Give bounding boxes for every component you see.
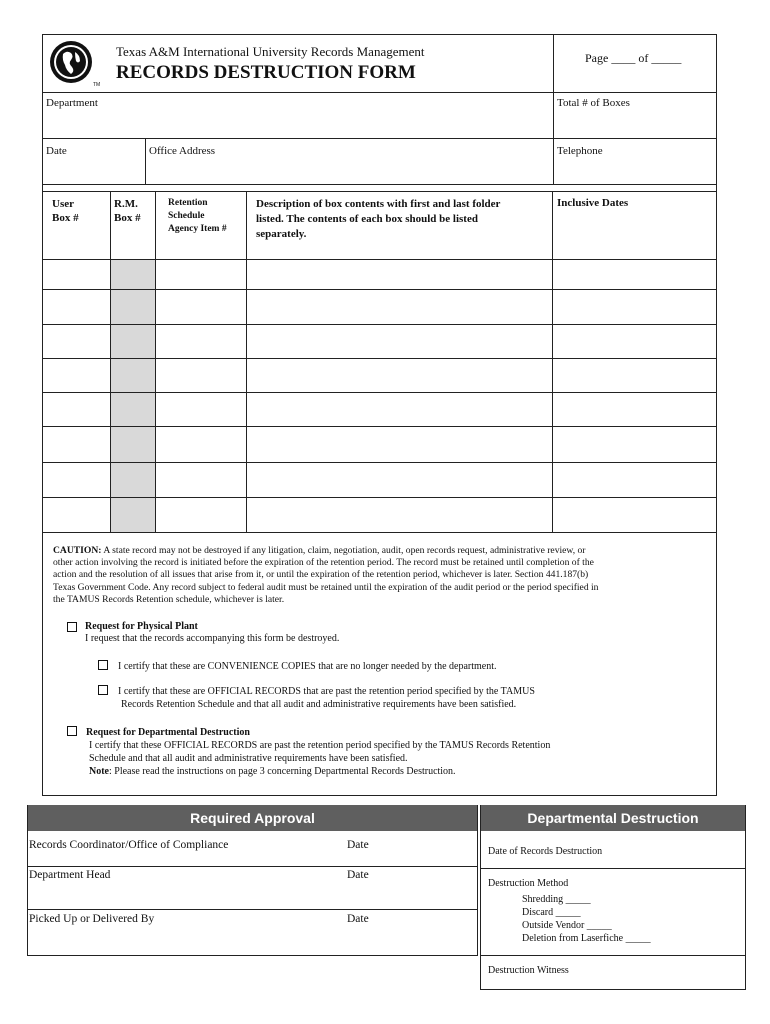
destruction-witness-field[interactable] xyxy=(482,977,744,988)
method-discard[interactable]: Discard _____ xyxy=(522,907,581,918)
header-rm-box: R.M. Box # xyxy=(114,198,141,224)
destruction-method-label: Destruction Method xyxy=(488,878,569,889)
departmental-text-1: I certify that these OFFICIAL RECORDS are past the retention period specified by the TAMUS Records Retention xyxy=(89,740,551,751)
departmental-destruction-header: Departmental Destruction xyxy=(480,805,746,831)
total-boxes-label: Total # of Boxes xyxy=(557,97,630,109)
records-coordinator-label: Records Coordinator/Office of Compliance xyxy=(29,839,229,851)
physical-plant-text: I request that the records accompanying this form be destroyed. xyxy=(85,633,340,644)
official-records-text-2: Records Retention Schedule and that all audit and administrative requirements have been satisfied. xyxy=(121,699,517,710)
destruction-witness-label: Destruction Witness xyxy=(488,965,569,976)
method-shredding[interactable]: Shredding _____ xyxy=(522,894,591,905)
header-user-box: User Box # xyxy=(52,198,79,224)
departmental-text-2: Schedule and that all audit and administrative requirements have been satisfied. xyxy=(89,753,408,764)
official-records-text-1: I certify that these are OFFICIAL RECORDS that are past the retention period specified by the TAMUS xyxy=(118,686,535,697)
coordinator-date-label: Date xyxy=(347,839,369,851)
office-address-field[interactable] xyxy=(147,158,552,183)
total-boxes-field[interactable] xyxy=(555,110,715,137)
convenience-copies-text: I certify that these are CONVENIENCE COPIES that are no longer needed by the department. xyxy=(118,661,497,672)
telephone-field[interactable] xyxy=(555,158,715,183)
picked-up-signature-field[interactable] xyxy=(29,926,469,954)
departmental-destruction-title: Request for Departmental Destruction xyxy=(86,727,250,738)
department-head-label: Department Head xyxy=(29,869,111,881)
destruction-date-label: Date of Records Destruction xyxy=(488,846,603,857)
official-records-checkbox[interactable] xyxy=(98,685,108,695)
department-label: Department xyxy=(46,97,98,109)
date-label: Date xyxy=(46,145,67,157)
physical-plant-checkbox[interactable] xyxy=(67,622,77,632)
page-number-field[interactable]: Page ____ of _____ xyxy=(585,51,682,65)
form-title: RECORDS DESTRUCTION FORM xyxy=(116,62,416,83)
department-field[interactable] xyxy=(44,110,552,137)
caution-text: CAUTION: A state record may not be destroyed if any litigation, claim, negotiation, audit, open records request, administrative review, or other action involving the record is initiated before the expiration of the retention period. The record must be retained until completion of the action and the resolution of all issues that arise from it, or until the expiration of the retention period, whichever is later. Section 441.187(b) Texas Government Code. Any record subject to federal audit must be retained until the expiration of the audit period or the period specified in the TAMUS Records Retention schedule, whichever is later. xyxy=(53,545,599,605)
required-approval-header: Required Approval xyxy=(27,805,478,831)
header-inclusive-dates: Inclusive Dates xyxy=(557,197,629,209)
rm-box-column-shade xyxy=(111,260,155,532)
departmental-note: Note: Please read the instructions on page 3 concerning Departmental Records Destruction. xyxy=(89,766,456,777)
coordinator-signature-field[interactable] xyxy=(29,852,469,865)
university-seal xyxy=(49,40,93,84)
office-address-label: Office Address xyxy=(149,145,216,157)
header-retention-schedule: Retention Schedule Agency Item # xyxy=(168,198,227,234)
method-outside-vendor[interactable]: Outside Vendor _____ xyxy=(522,920,612,931)
physical-plant-title: Request for Physical Plant xyxy=(85,621,198,632)
convenience-copies-checkbox[interactable] xyxy=(98,660,108,670)
method-deletion-laserfiche[interactable]: Deletion from Laserfiche _____ xyxy=(522,933,651,944)
picked-up-label: Picked Up or Delivered By xyxy=(29,913,155,925)
departmental-destruction-checkbox[interactable] xyxy=(67,726,77,736)
department-head-date-label: Date xyxy=(347,869,369,881)
department-head-signature-field[interactable] xyxy=(29,882,469,908)
picked-up-date-label: Date xyxy=(347,913,369,925)
university-name: Texas A&M International University Records Management xyxy=(116,44,425,59)
seal-tm: TM xyxy=(93,82,101,88)
destruction-date-field[interactable] xyxy=(482,832,744,867)
header-description: Description of box contents with first and last folder listed. The contents of each box should be listed separately. xyxy=(256,198,501,240)
telephone-label: Telephone xyxy=(557,145,603,157)
date-field[interactable] xyxy=(44,158,144,183)
